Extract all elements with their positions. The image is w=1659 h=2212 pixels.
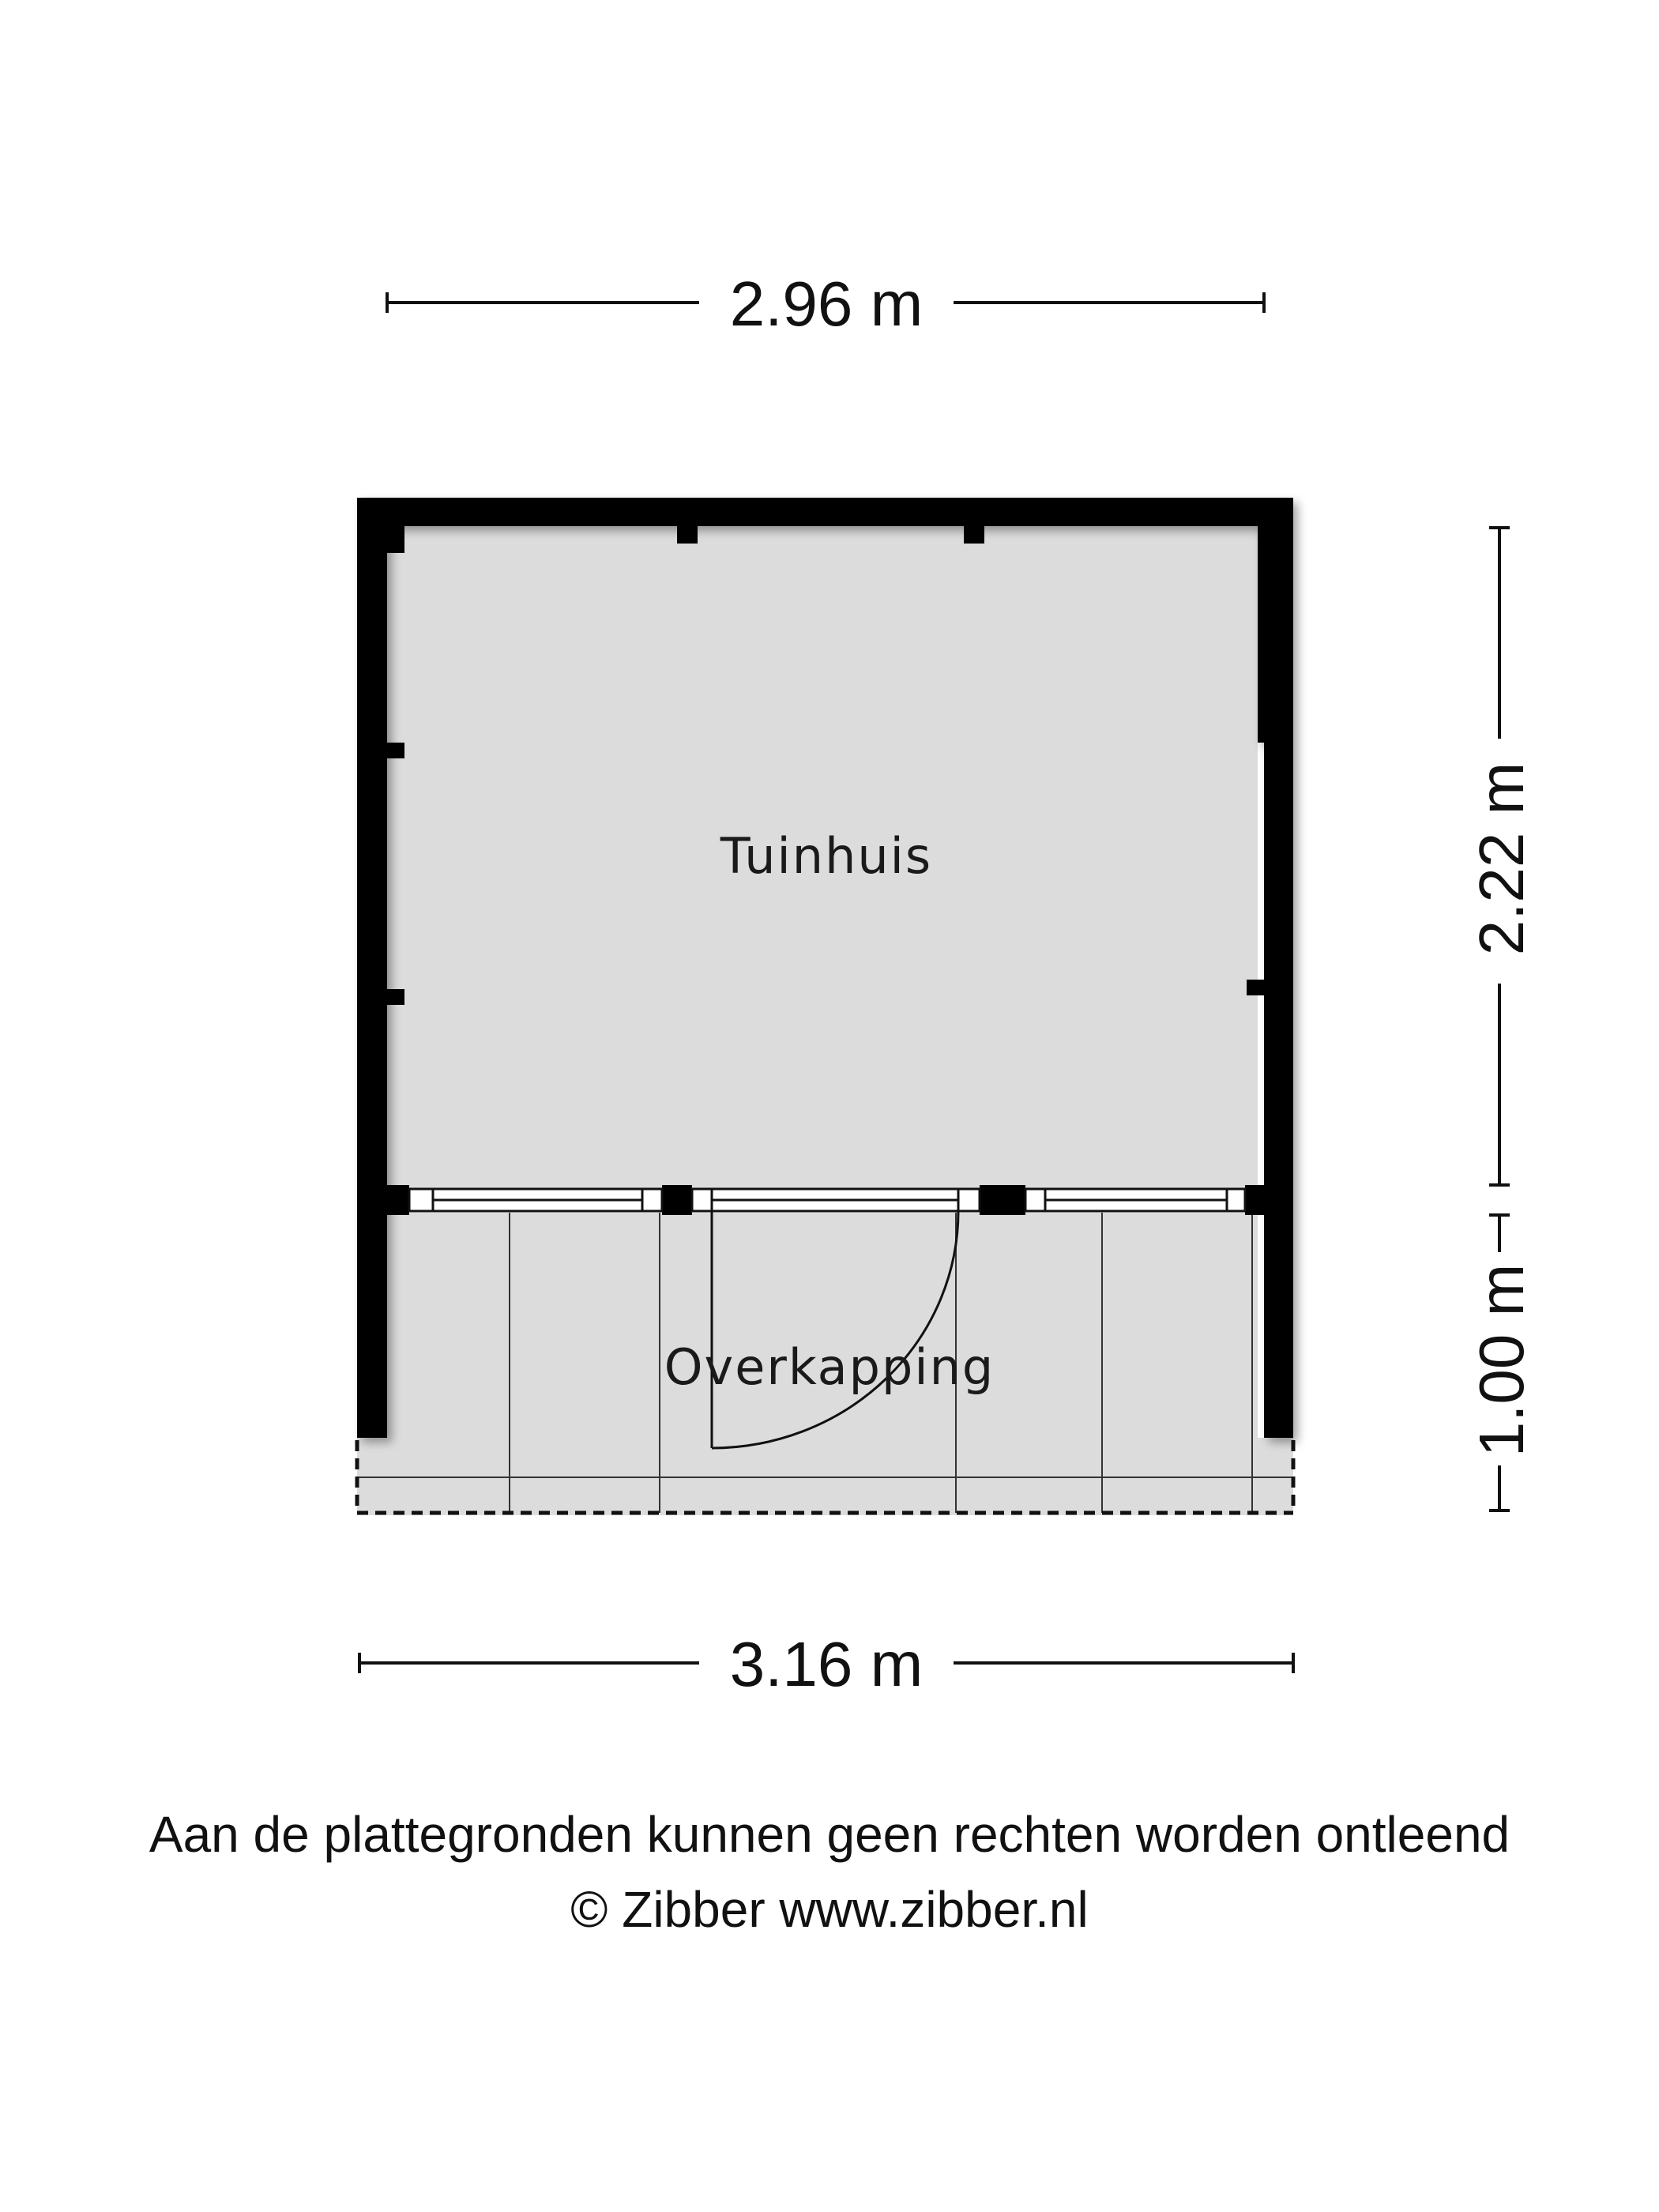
dimension-right-lower-label: 1.00 m [1466, 1263, 1537, 1458]
dimension-bottom-label: 3.16 m [729, 1629, 924, 1699]
copyright-text: © Zibber www.zibber.nl [570, 1881, 1089, 1938]
dimension-top-label: 2.96 m [729, 269, 924, 339]
room-label-overkapping: Overkapping [664, 1338, 995, 1396]
front-windows [409, 1189, 1245, 1211]
disclaimer-text: Aan de plattegronden kunnen geen rechten worden ontleend [149, 1806, 1510, 1863]
room-label-tuinhuis: Tuinhuis [720, 827, 933, 885]
dimension-right-upper-label: 2.22 m [1466, 762, 1537, 956]
